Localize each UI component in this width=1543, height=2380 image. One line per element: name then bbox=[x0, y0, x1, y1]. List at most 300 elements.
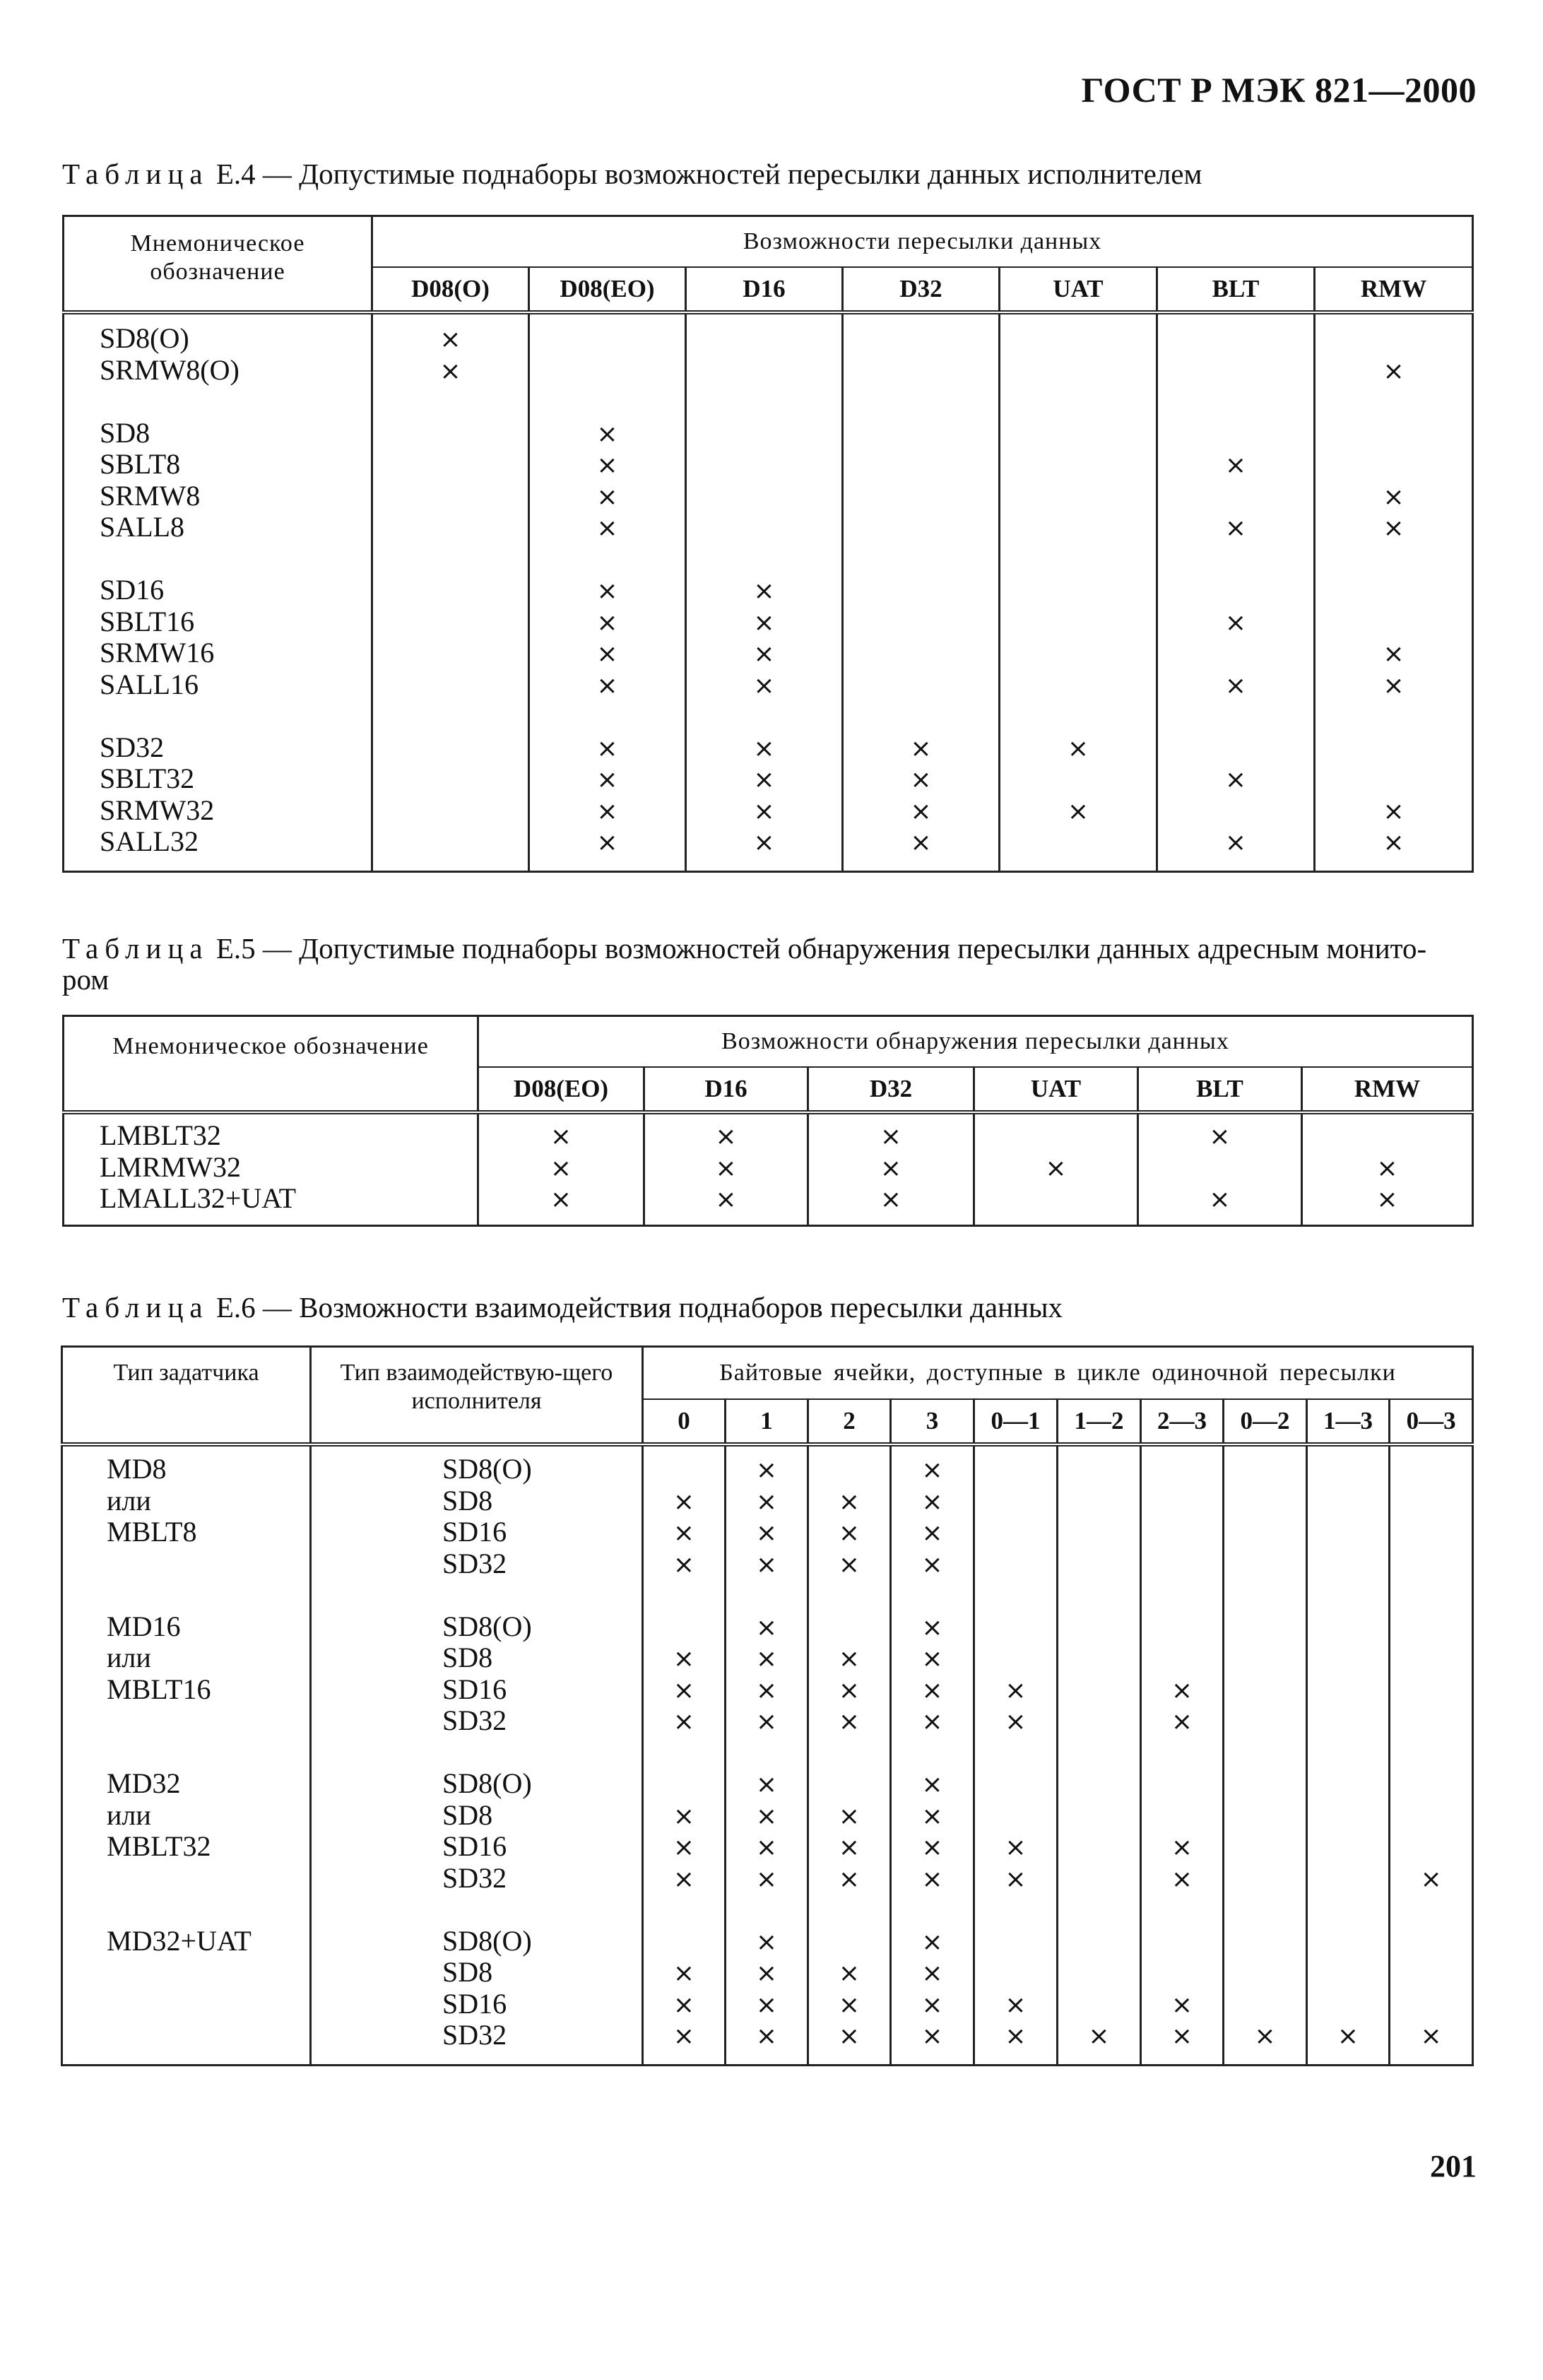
table-e4-cell bbox=[844, 512, 998, 543]
table-e4-cell bbox=[1000, 481, 1156, 512]
table-e6-column-header: 3 bbox=[891, 1399, 974, 1444]
cross-mark-icon: × bbox=[715, 1153, 737, 1183]
table-e6-master-header: Тип задатчика bbox=[62, 1347, 311, 1445]
table-e4-cell bbox=[1316, 481, 1472, 512]
table-e6-cell bbox=[1058, 1768, 1140, 1800]
table-e6-cell bbox=[892, 1705, 973, 1737]
table-e4-cell bbox=[530, 637, 685, 669]
table-e6-cell bbox=[975, 1454, 1056, 1485]
cross-mark-icon: × bbox=[596, 514, 618, 543]
table-e6-cell bbox=[1058, 1737, 1140, 1769]
table-e6-cell bbox=[1058, 1831, 1140, 1863]
table-e6-cell bbox=[892, 1737, 973, 1769]
table-e6-cell bbox=[1058, 1926, 1140, 1957]
table-e4-cell bbox=[530, 763, 685, 795]
table-e6-cell bbox=[809, 1674, 889, 1706]
table-e6-cell bbox=[809, 1579, 889, 1611]
table-e4-row-label bbox=[100, 543, 371, 575]
cross-mark-icon: × bbox=[1171, 1833, 1193, 1862]
cross-mark-icon: × bbox=[921, 1990, 943, 2020]
table-e6-cell bbox=[726, 1989, 807, 2020]
cross-mark-icon: × bbox=[596, 419, 618, 449]
table-e4-cell bbox=[687, 575, 841, 606]
table-e4-cell bbox=[1000, 418, 1156, 449]
table-e6-slave-label: SD32 bbox=[442, 1547, 507, 1579]
table-e4-cell bbox=[1158, 795, 1313, 827]
table-e5-cell bbox=[1139, 1152, 1301, 1184]
table-e5-column-header: D16 bbox=[644, 1067, 808, 1112]
table-e4-cell bbox=[844, 637, 998, 669]
table-e4-cell bbox=[844, 543, 998, 575]
cross-mark-icon: × bbox=[755, 1770, 778, 1799]
cross-mark-icon: × bbox=[838, 1487, 861, 1516]
table-e6-cell bbox=[1390, 1579, 1472, 1611]
table-e6-cell bbox=[1142, 1705, 1222, 1737]
table-e4-cell bbox=[844, 669, 998, 701]
table-e5-cell bbox=[809, 1152, 973, 1184]
table-e4-cell bbox=[1316, 732, 1472, 764]
cross-mark-icon: × bbox=[755, 1675, 778, 1705]
table-e6-cell bbox=[1390, 1926, 1472, 1957]
table-e6-cell bbox=[1058, 1674, 1140, 1706]
cross-mark-icon: × bbox=[596, 734, 618, 763]
table-e4-cell bbox=[1000, 606, 1156, 638]
table-e6-cell bbox=[1224, 1611, 1306, 1643]
table-e6-cell bbox=[644, 1957, 724, 1989]
cross-mark-icon: × bbox=[673, 1550, 695, 1579]
table-e5-cell bbox=[1139, 1183, 1301, 1215]
table-e4-cell bbox=[1316, 355, 1472, 387]
table-e4-cell bbox=[844, 386, 998, 418]
cross-mark-icon: × bbox=[673, 2022, 695, 2051]
table-e6-cell bbox=[1224, 1454, 1306, 1485]
table-e6-cell bbox=[644, 1800, 724, 1832]
table-e6-marks-column bbox=[1390, 1444, 1473, 2065]
cross-mark-icon: × bbox=[596, 451, 618, 480]
table-e6-cell bbox=[1142, 1548, 1222, 1580]
table-e4 bbox=[62, 215, 1474, 873]
table-e6-cell bbox=[809, 1894, 889, 1926]
table-e6-cell bbox=[1058, 1957, 1140, 1989]
table-e4-row-label: SBLT8 bbox=[100, 448, 181, 480]
table-e4-cell bbox=[844, 481, 998, 512]
cross-mark-icon: × bbox=[1376, 1153, 1398, 1183]
table-e4-cell bbox=[1158, 763, 1313, 795]
table-e6-slave-label bbox=[442, 1737, 642, 1769]
table-e5-marks-column bbox=[1138, 1112, 1302, 1225]
table-e4-cell bbox=[844, 323, 998, 355]
cross-mark-icon: × bbox=[1376, 1185, 1398, 1214]
table-e6-cell bbox=[892, 1611, 973, 1643]
table-e6-cell bbox=[1390, 1485, 1472, 1517]
table-e6-master-label bbox=[107, 1737, 309, 1769]
table-e6-cell bbox=[1224, 1957, 1306, 1989]
table-e6-cell bbox=[726, 1642, 807, 1674]
cross-mark-icon: × bbox=[439, 325, 461, 354]
cross-mark-icon: × bbox=[921, 1801, 943, 1831]
cross-mark-icon: × bbox=[1383, 671, 1405, 700]
table-e6-column-header: 1 bbox=[726, 1399, 808, 1444]
table-e6-cell bbox=[1224, 1674, 1306, 1706]
table-e6-cell bbox=[1390, 1642, 1472, 1674]
table-e5-row-label: LMRMW32 bbox=[100, 1150, 241, 1183]
cross-mark-icon: × bbox=[550, 1185, 572, 1214]
cross-mark-icon: × bbox=[715, 1122, 737, 1151]
table-e6-cell bbox=[975, 1831, 1056, 1863]
table-e6-cell bbox=[1308, 1485, 1388, 1517]
table-e6-cell bbox=[644, 1768, 724, 1800]
table-e6-cell bbox=[644, 2020, 724, 2051]
table-e6-caption-label: Таблица bbox=[62, 1291, 209, 1324]
cross-mark-icon: × bbox=[880, 1122, 902, 1151]
table-e4-cell bbox=[1316, 637, 1472, 669]
table-e6-master-label bbox=[107, 1863, 309, 1895]
table-e6-cell bbox=[809, 1548, 889, 1580]
table-e4-cell bbox=[530, 669, 685, 701]
table-e6-cell bbox=[1142, 1674, 1222, 1706]
cross-mark-icon: × bbox=[1420, 2022, 1442, 2051]
table-e6-column-header: 0—1 bbox=[974, 1399, 1058, 1444]
table-e6-slave-header: Тип взаимодействую-щего исполнителя bbox=[311, 1347, 643, 1445]
table-e6-cell bbox=[892, 1485, 973, 1517]
table-e6-cell bbox=[975, 2020, 1056, 2051]
table-e6-cell bbox=[975, 1485, 1056, 1517]
table-e4-cell bbox=[687, 386, 841, 418]
page-number: 201 bbox=[1430, 2149, 1477, 2184]
table-e6-cell bbox=[892, 1800, 973, 1832]
table-e6-cell bbox=[726, 1926, 807, 1957]
table-e6-cell bbox=[1390, 2020, 1472, 2051]
table-e4-cell bbox=[373, 669, 528, 701]
table-e4-cell bbox=[530, 826, 685, 858]
table-e6-slave-label: SD16 bbox=[442, 1830, 507, 1862]
table-e5-marks-column bbox=[808, 1112, 974, 1225]
table-e6-cell bbox=[975, 1768, 1056, 1800]
table-e5-marks-column bbox=[974, 1112, 1138, 1225]
cross-mark-icon: × bbox=[596, 640, 618, 668]
table-e6-cell bbox=[975, 1989, 1056, 2020]
table-e6-cell bbox=[644, 1485, 724, 1517]
table-e6-cell bbox=[1058, 1454, 1140, 1485]
table-e5-cell bbox=[1139, 1120, 1301, 1152]
table-e6-cell bbox=[809, 1454, 889, 1485]
table-e6-cell bbox=[809, 1831, 889, 1863]
table-e5-cell bbox=[1303, 1183, 1472, 1215]
cross-mark-icon: × bbox=[596, 577, 618, 606]
table-e6-cell bbox=[892, 2020, 973, 2051]
table-e6-cell bbox=[809, 1642, 889, 1674]
table-e6-cell bbox=[1224, 1989, 1306, 2020]
cross-mark-icon: × bbox=[596, 608, 618, 637]
table-e4-caption-label: Таблица bbox=[62, 158, 209, 190]
table-e5-caption-text: Е.5 — Допустимые поднаборы возможностей обнаружения пересылки данных адресным монито- bbox=[208, 932, 1427, 965]
table-e6-cell bbox=[726, 1768, 807, 1800]
table-e6-cell bbox=[809, 1516, 889, 1548]
table-e6-cell bbox=[1142, 2020, 1222, 2051]
table-e6-marks-column bbox=[974, 1444, 1058, 2065]
cross-mark-icon: × bbox=[1171, 1675, 1193, 1705]
table-e4-column-header: BLT bbox=[1157, 267, 1315, 312]
table-e6-cell bbox=[726, 1485, 807, 1517]
table-e5-column-header: RMW bbox=[1302, 1067, 1473, 1112]
table-e6-cell bbox=[644, 1989, 724, 2020]
table-e4-cell bbox=[1158, 386, 1313, 418]
table-e6-cell bbox=[1224, 1642, 1306, 1674]
table-e6-cell bbox=[644, 1894, 724, 1926]
table-e6-column-header: 0—3 bbox=[1390, 1399, 1473, 1444]
table-e6-cell bbox=[726, 1516, 807, 1548]
table-e4-cell bbox=[1158, 481, 1313, 512]
cross-mark-icon: × bbox=[753, 828, 775, 857]
table-e4-column-header: UAT bbox=[1000, 267, 1157, 312]
table-e6-cell bbox=[726, 1737, 807, 1769]
table-e6-column-header: 1—2 bbox=[1058, 1399, 1141, 1444]
table-e4-cell bbox=[844, 418, 998, 449]
table-e4-marks-column bbox=[1315, 312, 1473, 871]
table-e5-caption-label: Таблица bbox=[62, 932, 209, 965]
cross-mark-icon: × bbox=[838, 1644, 861, 1673]
table-e6-cell bbox=[809, 1737, 889, 1769]
table-e6-cell bbox=[1142, 1863, 1222, 1895]
table-e6-cell bbox=[975, 1800, 1056, 1832]
table-e4-row-label: SRMW16 bbox=[100, 637, 215, 668]
table-e4-cell bbox=[1158, 543, 1313, 575]
table-e6-cell bbox=[1224, 1768, 1306, 1800]
table-e5-caption bbox=[62, 933, 1475, 995]
table-e6-column-header: 0 bbox=[643, 1399, 726, 1444]
table-e4-cell bbox=[687, 732, 841, 764]
table-e4-cell bbox=[1000, 575, 1156, 606]
cross-mark-icon: × bbox=[1005, 1675, 1027, 1705]
cross-mark-icon: × bbox=[921, 1833, 943, 1862]
table-e6-cell bbox=[1142, 1926, 1222, 1957]
cross-mark-icon: × bbox=[921, 1456, 943, 1485]
table-e4-cell bbox=[530, 418, 685, 449]
table-e6-cell bbox=[1224, 1548, 1306, 1580]
cross-mark-icon: × bbox=[755, 1990, 778, 2020]
table-e6-cell bbox=[644, 1926, 724, 1957]
cross-mark-icon: × bbox=[753, 577, 775, 606]
cross-mark-icon: × bbox=[753, 640, 775, 668]
table-e6-cell bbox=[1308, 1926, 1388, 1957]
table-e5-cell bbox=[479, 1120, 643, 1152]
table-e6-slave-label: SD8(O) bbox=[442, 1453, 532, 1485]
table-e6-cell bbox=[726, 1454, 807, 1485]
table-e6-column-header: 2 bbox=[808, 1399, 891, 1444]
table-e6-cell bbox=[892, 1454, 973, 1485]
table-e6-cell bbox=[644, 1705, 724, 1737]
cross-mark-icon: × bbox=[755, 1550, 778, 1579]
cross-mark-icon: × bbox=[673, 1833, 695, 1862]
table-e4-cell bbox=[844, 606, 998, 638]
table-e6-cell bbox=[975, 1642, 1056, 1674]
table-e6-marks-column bbox=[1058, 1444, 1141, 2065]
table-e6-cell bbox=[1058, 1705, 1140, 1737]
table-e6-cell bbox=[1390, 1800, 1472, 1832]
table-e5-cell bbox=[645, 1120, 807, 1152]
table-e4-cell bbox=[1158, 669, 1313, 701]
cross-mark-icon: × bbox=[1005, 2022, 1027, 2051]
table-e4-cell bbox=[687, 606, 841, 638]
table-e6-cell bbox=[644, 1611, 724, 1643]
cross-mark-icon: × bbox=[1224, 671, 1247, 700]
table-e4-row-label: SD8 bbox=[100, 416, 150, 449]
table-e6-master-label bbox=[107, 1989, 309, 2020]
table-e4-cell bbox=[530, 323, 685, 355]
table-e6-slave-label: SD8 bbox=[442, 1484, 493, 1516]
table-e4-row-label: SALL16 bbox=[100, 668, 199, 700]
table-e6-cell bbox=[1224, 1863, 1306, 1895]
cross-mark-icon: × bbox=[838, 1990, 861, 2020]
table-e4-row-label: SD8(O) bbox=[100, 322, 189, 354]
cross-mark-icon: × bbox=[1171, 1990, 1193, 2020]
table-e5 bbox=[62, 1015, 1474, 1227]
table-e6-master-label bbox=[107, 1548, 309, 1580]
table-e4-cell bbox=[1000, 826, 1156, 858]
table-e4-cell bbox=[1158, 732, 1313, 764]
table-e6-marks-column bbox=[808, 1444, 891, 2065]
table-e6-master-cell bbox=[62, 1444, 311, 2065]
table-e6-cell bbox=[1308, 1611, 1388, 1643]
table-e4-cell bbox=[1316, 543, 1472, 575]
cross-mark-icon: × bbox=[1224, 828, 1247, 857]
table-e6-cell bbox=[809, 1926, 889, 1957]
table-e4-cell bbox=[1158, 700, 1313, 732]
table-e6-master-label bbox=[107, 2020, 309, 2051]
cross-mark-icon: × bbox=[673, 1675, 695, 1705]
table-e6-cell bbox=[1224, 1926, 1306, 1957]
cross-mark-icon: × bbox=[596, 828, 618, 857]
table-e6-cell bbox=[1142, 1579, 1222, 1611]
table-e6-master-label bbox=[107, 1579, 309, 1611]
table-e4-cell bbox=[1158, 355, 1313, 387]
table-e6-cell bbox=[1224, 2020, 1306, 2051]
table-e6-cell bbox=[1058, 1800, 1140, 1832]
table-e4-cell bbox=[530, 386, 685, 418]
table-e6-cell bbox=[1390, 1989, 1472, 2020]
table-e6-cell bbox=[1058, 1485, 1140, 1517]
table-e4-cell bbox=[530, 575, 685, 606]
table-e4-cell bbox=[1000, 449, 1156, 481]
table-e4-row-label: SD32 bbox=[100, 731, 165, 763]
table-e6-cell bbox=[1224, 1516, 1306, 1548]
table-e6-cell bbox=[975, 1705, 1056, 1737]
cross-mark-icon: × bbox=[755, 1519, 778, 1548]
table-e6-cell bbox=[1308, 1579, 1388, 1611]
table-e4-row-label: SBLT32 bbox=[100, 762, 195, 794]
table-e6-cell bbox=[1308, 1548, 1388, 1580]
cross-mark-icon: × bbox=[755, 1833, 778, 1862]
cross-mark-icon: × bbox=[921, 1487, 943, 1516]
table-e4-marks-column bbox=[1000, 312, 1157, 871]
table-e6-marks-column bbox=[1224, 1444, 1307, 2065]
table-e6-cell bbox=[1058, 1894, 1140, 1926]
cross-mark-icon: × bbox=[921, 2022, 943, 2051]
table-e6-cell bbox=[1308, 1516, 1388, 1548]
cross-mark-icon: × bbox=[1005, 1864, 1027, 1894]
table-e4-cell bbox=[1316, 386, 1472, 418]
table-e4-cell bbox=[530, 732, 685, 764]
table-e6-cell bbox=[1142, 1800, 1222, 1832]
table-e4-column-header: D16 bbox=[686, 267, 843, 312]
table-e4-cell bbox=[687, 418, 841, 449]
table-e4-cell bbox=[1316, 418, 1472, 449]
cross-mark-icon: × bbox=[1383, 482, 1405, 512]
cross-mark-icon: × bbox=[921, 1644, 943, 1673]
table-e6-cell bbox=[975, 1674, 1056, 1706]
table-e4-cell bbox=[1000, 669, 1156, 701]
cross-mark-icon: × bbox=[921, 1519, 943, 1548]
table-e4-cell bbox=[1000, 512, 1156, 543]
table-e4-cell bbox=[373, 512, 528, 543]
table-e4-group-header: Возможности пересылки данных bbox=[372, 216, 1473, 268]
table-e6-slave-cell bbox=[311, 1444, 643, 2065]
table-e6-cell bbox=[1224, 1737, 1306, 1769]
table-e6-cell bbox=[892, 1642, 973, 1674]
table-e4-cell bbox=[687, 449, 841, 481]
table-e6-cell bbox=[726, 1705, 807, 1737]
table-e6-cell bbox=[1308, 1768, 1388, 1800]
cross-mark-icon: × bbox=[838, 1959, 861, 1988]
table-e4-cell bbox=[1316, 512, 1472, 543]
table-e4-cell bbox=[530, 481, 685, 512]
cross-mark-icon: × bbox=[1171, 2022, 1193, 2051]
table-e6-cell bbox=[1142, 1957, 1222, 1989]
table-e4-cell bbox=[530, 355, 685, 387]
table-e6-master-label: MBLT32 bbox=[107, 1830, 211, 1862]
cross-mark-icon: × bbox=[715, 1185, 737, 1214]
table-e5-cell bbox=[479, 1183, 643, 1215]
table-e6-slave-label: SD8 bbox=[442, 1798, 493, 1831]
table-e6-marks-column bbox=[643, 1444, 726, 2065]
table-e4-cell bbox=[373, 543, 528, 575]
table-e6-cell bbox=[1390, 1705, 1472, 1737]
table-e5-column-header: BLT bbox=[1138, 1067, 1302, 1112]
table-e6-cell bbox=[726, 1894, 807, 1926]
table-e6-cell bbox=[892, 1989, 973, 2020]
table-e4-cell bbox=[373, 763, 528, 795]
table-e6-cell bbox=[1308, 1863, 1388, 1895]
table-e6-cell bbox=[726, 1579, 807, 1611]
table-e6-master-label: MBLT16 bbox=[107, 1673, 211, 1705]
cross-mark-icon: × bbox=[838, 2022, 861, 2051]
table-e4-cell bbox=[687, 826, 841, 858]
table-e4-cell bbox=[1316, 795, 1472, 827]
table-e5-row-label: LMBLT32 bbox=[100, 1119, 221, 1151]
cross-mark-icon: × bbox=[1383, 796, 1405, 826]
cross-mark-icon: × bbox=[1171, 1864, 1193, 1894]
table-e4-cell bbox=[1316, 669, 1472, 701]
cross-mark-icon: × bbox=[673, 1519, 695, 1548]
table-e6-cell bbox=[1142, 1894, 1222, 1926]
table-e4-marks-column bbox=[843, 312, 1000, 871]
table-e5-marks-column bbox=[478, 1112, 644, 1225]
cross-mark-icon: × bbox=[596, 482, 618, 512]
table-e4-cell bbox=[844, 575, 998, 606]
cross-mark-icon: × bbox=[921, 1550, 943, 1579]
table-e6-slave-label: SD32 bbox=[442, 1861, 507, 1894]
table-e6-cell bbox=[1224, 1800, 1306, 1832]
cross-mark-icon: × bbox=[596, 765, 618, 794]
table-e5-column-header: UAT bbox=[974, 1067, 1138, 1112]
cross-mark-icon: × bbox=[910, 828, 932, 857]
cross-mark-icon: × bbox=[1209, 1185, 1231, 1214]
table-e5-row-label: LMALL32+UAT bbox=[100, 1182, 297, 1214]
cross-mark-icon: × bbox=[1005, 1833, 1027, 1862]
table-e4-marks-column bbox=[686, 312, 843, 871]
cross-mark-icon: × bbox=[755, 1959, 778, 1988]
table-e4-cell bbox=[844, 763, 998, 795]
